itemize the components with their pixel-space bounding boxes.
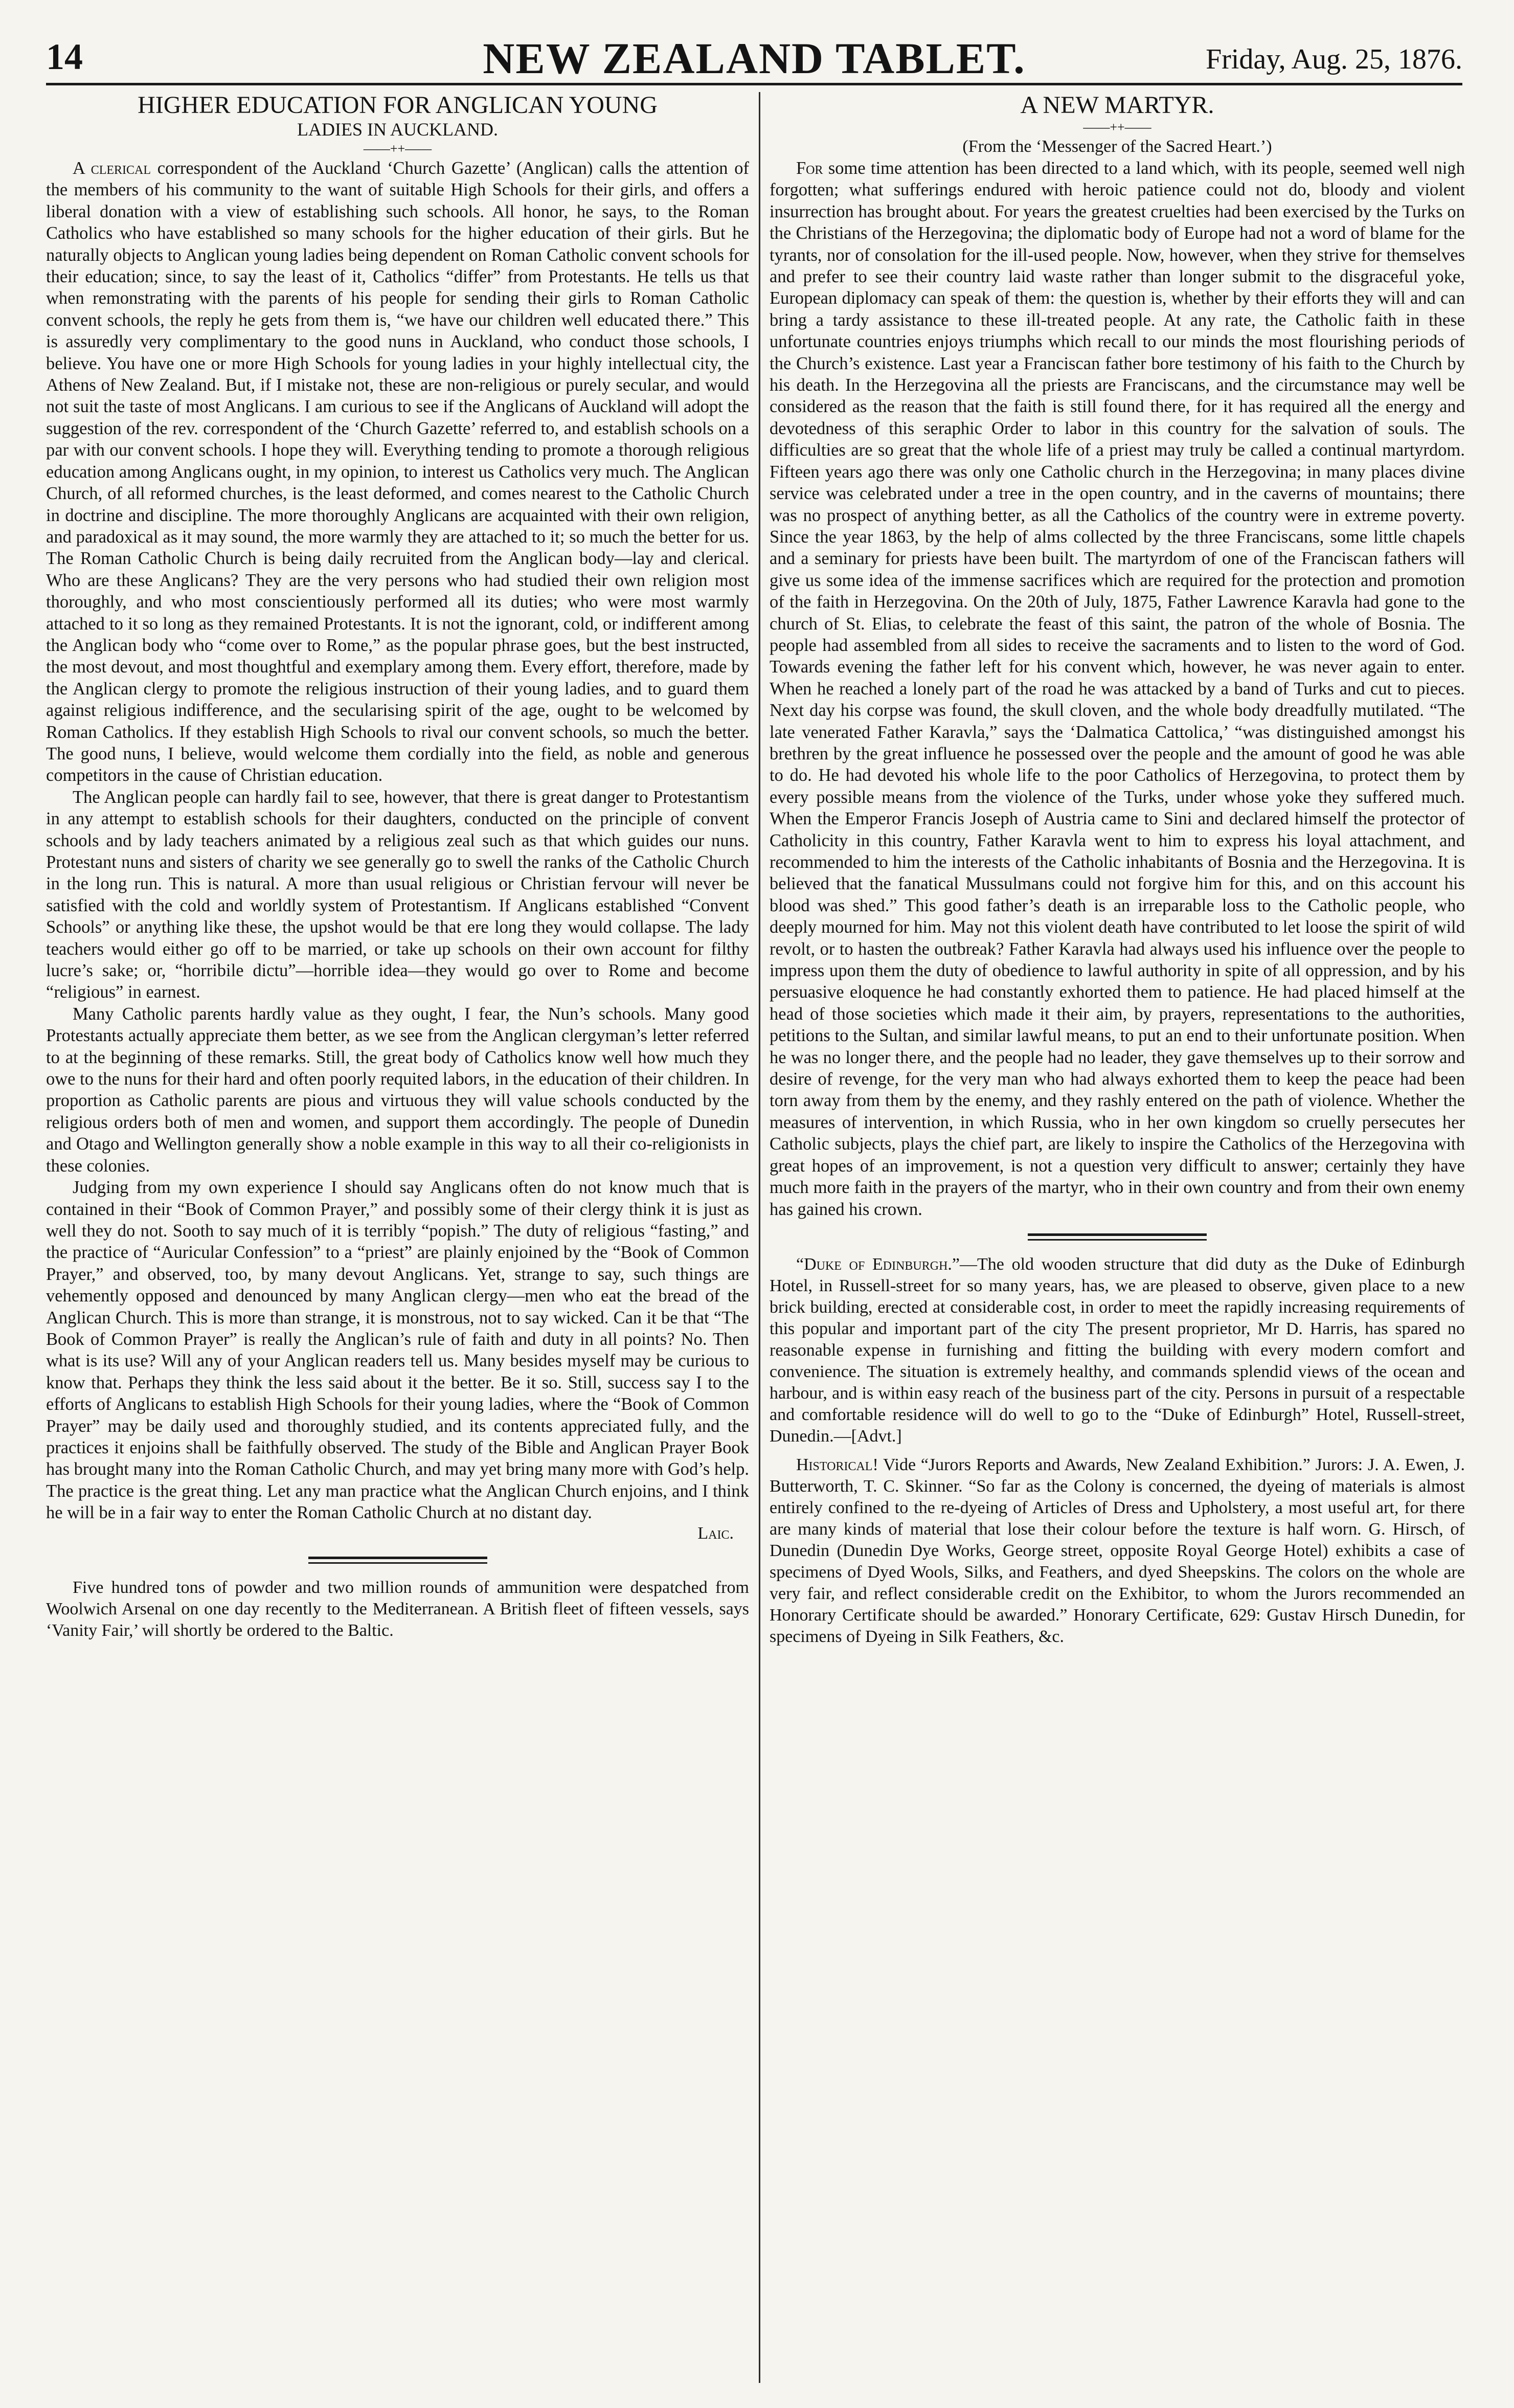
notice-duke-of-edinburgh [770, 1254, 1465, 1447]
article-paragraph: Many Catholic parents hardly value as they ought, I fear, the Nun’s schools. Many good Protestants actually appreciate them better, as we see from the Anglican clergyman’s letter referred to at the beginning of these remarks. Still, the great body of Catholics know well how much they owe to the nuns for their hard and often poorly requited labors, in the education of their children. In proportion as Catholic parents are pious and virtuous they will value schools conducted by the religious orders both of men and women, and support them accordingly. The people of Dunedin and Otago and Wellington generally show a noble example in this way to all their co-religionists in these colonies. [46, 1004, 749, 1176]
lead-word: For [796, 159, 823, 178]
paragraph-text: some time attention has been directed to a land which, with its people, seemed well nigh forgotten; what sufferings endured with heroic patience could not do, bloody and violent insurrection has brought about. For years the greatest cruelties had been exercised by the Turks on the Christians of the Herzegovina; the diplomatic body of Europe had not a word of blame for the tyrants, nor of consolation for the ill-used people. Now, however, when they strive for themselves and prefer to see their country laid waste rather than longer submit to the disgraceful yoke, European diplomacy can speak of them: the question is, whether by their efforts they will and can bring a tardy assistance to these ill-treated people. At any rate, the Catholic faith in these unfortunate countries enjoys triumphs which recall to our minds the most flourishing periods of the Church’s existence. Last year a Franciscan father bore testimony of his faith to the Church by his death. In the Herzegovina all the priests are Franciscans, and the circumstance may well be considered as the reason that the faith is still found there, for it has required all the energy and devotedness of this seraphic Order to labor in this country for the salvation of souls. The difficulties are so great that the whole life of a priest may truly be called a continual martyrdom. Fifteen years ago there was only one Catholic church in the Herzegovina; in many places divine service was celebrated under a tree in the open country, and in the caverns of mountains; there was no prospect of anything better, as all the Catholics of the country were in extreme poverty. Since the year 1863, by the help of alms collected by the three Franciscans, some little chapels and a seminary for priests have been built. The martyrdom of one of the Franciscan fathers will give us some idea of the immense sacrifices which are required for the protection and promotion of the faith in Herzegovina. On the 20th of July, 1875, Father Lawrence Karavla had gone to the church of St. Elias, to celebrate the feast of this saint, the patron of the whole of Bosnia. The people had assembled from all sides to receive the sacraments and to listen to the word of God. Towards evening the father left for his convent which, however, he was never again to enter. When he reached a lonely part of the road he was attacked by a band of Turks and cut to pieces. Next day his corpse was found, the skull cloven, and the whole body dreadfully mutilated. “The late venerated Father Karavla,” says the ‘Dalmatica Cattolica,’ “was distinguished amongst his brethren by the great influence he possessed over the people and the amount of good he was able to do. He had devoted his whole life to the poor Catholics of Herzegovina, to protect them by every possible means from the violence of the Turks, under whose yoke they suffered much. When the Emperor Francis Joseph of Austria came to Sini and declared himself the protector of Catholicity in this country, Father Karavla went to him to express his loyal attachment, and recommended to him the interests of the Catholic inhabitants of Bosnia and the Herzegovina. It is believed that the fanatical Mussulmans could not forgive him for this, and on this account his blood was shed.” This good father’s death is an irreparable loss to the Catholic people, who deeply mourned for him. May not this violent death have contributed to let loose the spirit of wild revolt, or to hasten the outbreak? Father Karavla had always used his influence over the people to impress upon them the duty of obedience to lawful authority in spite of all oppression, and by his persuasive eloquence he had constantly exhorted them to patience. He had placed himself at the head of those societies which made it their aim, by prayers, representations to the authorities, petitions to the Sultan, and similar lawful means, to put an end to their unfortunate position. When he was no longer there, and the people had no leader, they gave themselves up to their sorrow and desire of revenge, for the very man who had always exhorted them to keep the peace had been torn away from them by the enemy, and they rashly entered on the path of violence. Whether the measures of intervention, in which Russia, who in her own kingdom so cruelly persecutes her Catholic subjects, plays the chief part, are likely to inspire the Catholics of the Herzegovina with great hopes of an improvement, is not a question very difficult to answer; certainly they have much more faith in the prayers of the martyr, who in their own country and from their own enemy has gained his crown. [770, 159, 1465, 1219]
advert-tag: [Advt.] [851, 1426, 902, 1446]
notice-paragraph [770, 1454, 1465, 1648]
article-new-martyr [770, 92, 1465, 1220]
notice-text: —The old wooden structure that did duty as the Duke of Edinburgh Hotel, in Russell-street for so many years, has, we are pleased to observe, given place to a new brick building, erected at considerable cost, in order to meet the rapidly increasing requirements of this popular and important part of the city The present proprietor, Mr D. Harris, has spared no reasonable expense in furnishing and fitting the building with every modern comfort and convenience. The situation is extremely healthy, and commands splendid views of the ocean and harbour, and is within easy reach of the business part of the city. Persons in pursuit of a respectable and comfortable residence will do well to go to the “Duke of Edinburgh” Hotel, Russell-street, Dunedin.— [770, 1254, 1465, 1446]
news-item-powder [46, 1577, 749, 1641]
masthead-rule [46, 83, 1462, 85]
column-divider [759, 92, 760, 2383]
masthead [46, 31, 1462, 87]
newspaper-title: NEW ZEALAND TABLET. [483, 34, 1026, 83]
article-source: (From the ‘Messenger of the Sacred Heart.’) [962, 137, 1272, 156]
article-paragraph [46, 157, 749, 786]
article-headline: HIGHER EDUCATION FOR ANGLICAN YOUNG [138, 92, 658, 119]
paragraph-text: correspondent of the Auckland ‘Church Gazette’ (Anglican) calls the attention of the members of his community to the want of suitable High Schools for their girls, and offers a liberal donation with a view of establishing such schools. All honor, he says, to the Roman Catholics who have established so many schools for the higher education of their girls. But he naturally objects to Anglican young ladies being dependent on Roman Catholic convent schools for their education; since, to say the least of it, Catholics “differ” from Protestants. He tells us that when remonstrating with the parents of his people for sending their girls to Roman Catholic convent schools, the reply he gets from them is, “we have our children well educated there.” This is assuredly very complimentary to the good nuns in Auckland, who conduct those schools, I believe. You have one or more High Schools for young ladies in your highly intellectual city, the Athens of New Zealand. But, if I mistake not, these are non-religious or purely secular, and would not suit the taste of most Anglicans. I am curious to see if the Anglicans of Auckland will adopt the suggestion of the rev. correspondent of the ‘Church Gazette’ referred to, and establish schools on a par with our convent schools. I hope they will. Everything tending to promote a thorough religious education among Anglicans ought, in my opinion, to interest us Catholics very much. The Anglican Church, of all reformed churches, is the least deformed, and comes nearest to the Catholic Church in doctrine and discipline. The more thoroughly Anglicans are acquainted with their own religion, and paradoxical as it may sound, the more warmly they are attached to it; so much the better for us. The Roman Catholic Church is being daily recruited from the Anglican body—lay and clerical. Who are these Anglicans? They are the very persons who had studied their own religion most thoroughly, and who most conscientiously performed all its duties; who were most warmly attached to it so long as they remained Protestants. It is not the ignorant, cold, or indifferent among the Anglican body who “come over to Rome,” as the popular phrase goes, but the best instructed, the most devout, and most thoughtful and exemplary among them. Every effort, therefore, made by the Anglican clergy to promote the religious instruction of their young ladies, and to guard them against religious indifference, and the secularising spirit of the age, ought to be welcomed by Roman Catholics. If they establish High Schools to rival our convent schools, so much the better. The good nuns, I believe, would welcome them cordially into the field, as noble and generous competitors in the cause of Christian education. [46, 159, 750, 785]
article-higher-education [46, 92, 749, 1543]
section-rule [308, 1557, 487, 1564]
news-item-text: Five hundred tons of powder and two million rounds of ammunition were despatched from Woolwich Arsenal on one day recently to the Mediterranean. A British fleet of fifteen vessels, says ‘Vanity Fair,’ will shortly be ordered to the Baltic. [46, 1578, 749, 1640]
page-number: 14 [46, 36, 83, 77]
article-signature: Laic. [697, 1523, 734, 1543]
headline-ornament: ——++—— [363, 141, 432, 156]
notice-lead: Historical! [796, 1455, 878, 1474]
article-headline: A NEW MARTYR. [1020, 92, 1214, 119]
lead-word: A clerical [73, 159, 151, 178]
article-paragraph [770, 157, 1465, 1220]
issue-date: Friday, Aug. 25, 1876. [1206, 43, 1462, 75]
notice-lead: “Duke of Edinburgh.” [796, 1254, 960, 1274]
right-column [770, 92, 1465, 1648]
section-rule [1028, 1233, 1207, 1241]
headline-ornament: ——++—— [1083, 120, 1151, 134]
notice-paragraph [770, 1254, 1465, 1447]
left-column [46, 92, 749, 1641]
article-paragraph: Judging from my own experience I should say Anglicans often do not know much that is contained in their “Book of Common Prayer,” and possibly some of their clergy think it is just as well they do not. Sooth to say much of it is terribly “popish.” The duty of religious “fasting,” and the practice of “Auricular Confession” to a “priest” are plainly enjoined by the “Book of Common Prayer,” and observed, too, by many devout Anglicans. Yet, strange to say, such things are vehemently opposed and denounced by many Anglican clergy—men who eat the bread of the Anglican Church. This is more than strange, it is monstrous, not to say wicked. Can it be that “The Book of Common Prayer” is really the Anglican’s rule of faith and duty in all points? No. Then what is its use? Will any of your Anglican readers tell us. Many besides myself may be curious to know that. Perhaps they think the less said about it the better. Be it so. Still, success say I to the efforts of Anglicans to establish High Schools for their young ladies, where the “Book of Common Prayer” may be daily used and thoroughly studied, and its contents appreciated fully, and the practices it enjoins shall be faithfully observed. The study of the Bible and Anglican Prayer Book has brought many into the Roman Catholic Church, and may yet bring many more with God’s help. The practice is the great thing. Let any man practice what the Anglican Church enjoins, and I think he will be in a fair way to enter the Roman Catholic Church at no distant day. [46, 1178, 749, 1523]
article-paragraph: The Anglican people can hardly fail to see, however, that there is great danger to Protestantism in any attempt to establish schools for their daughters, conducted on the principle of convent schools and by lady teachers animated by a religious zeal such as that which guides our nuns. Protestant nuns and sisters of charity we see generally go to swell the ranks of the Catholic Church in the long run. This is natural. A more than usual religious or Christian fervour will never be satisfied with the cold and worldly system of Protestantism. If Anglicans established “Convent Schools” or anything like these, the upshot would be that ere long they would collapse. The lady teachers would either go off to be married, or take up schools on their own account for filthy lucre’s sake; or, “horribile dictu”—horrible idea—they would go over to Rome and become “religious” in earnest. [46, 787, 749, 1002]
notice-historical [770, 1454, 1465, 1648]
article-subheadline: LADIES IN AUCKLAND. [297, 119, 498, 140]
notice-text: Vide “Jurors Reports and Awards, New Zealand Exhibition.” Jurors: J. A. Ewen, J. Butterworth, T. C. Skinner. “So far as the Colony is concerned, the dyeing of materials is almost entirely confined to the re-dyeing of Articles of Dress and Upholstery, a most useful art, for there are many kinds of material that lose their colour before the texture is half worn. G. Hirsch, of Dunedin (Dunedin Dye Works, George street, opposite Royal George Hotel) exhibits a case of specimens of Dyed Wools, Silks, and Feathers, and dyed Sheepskins. The colors on the whole are very fair, and reflect considerable credit on the Exhibitor, to whom the Jurors recommended an Honorary Certificate should be awarded.” Honorary Certificate, 629: Gustav Hirsch Dunedin, for specimens of Dyeing in Silk Feathers, &c. [770, 1455, 1465, 1646]
